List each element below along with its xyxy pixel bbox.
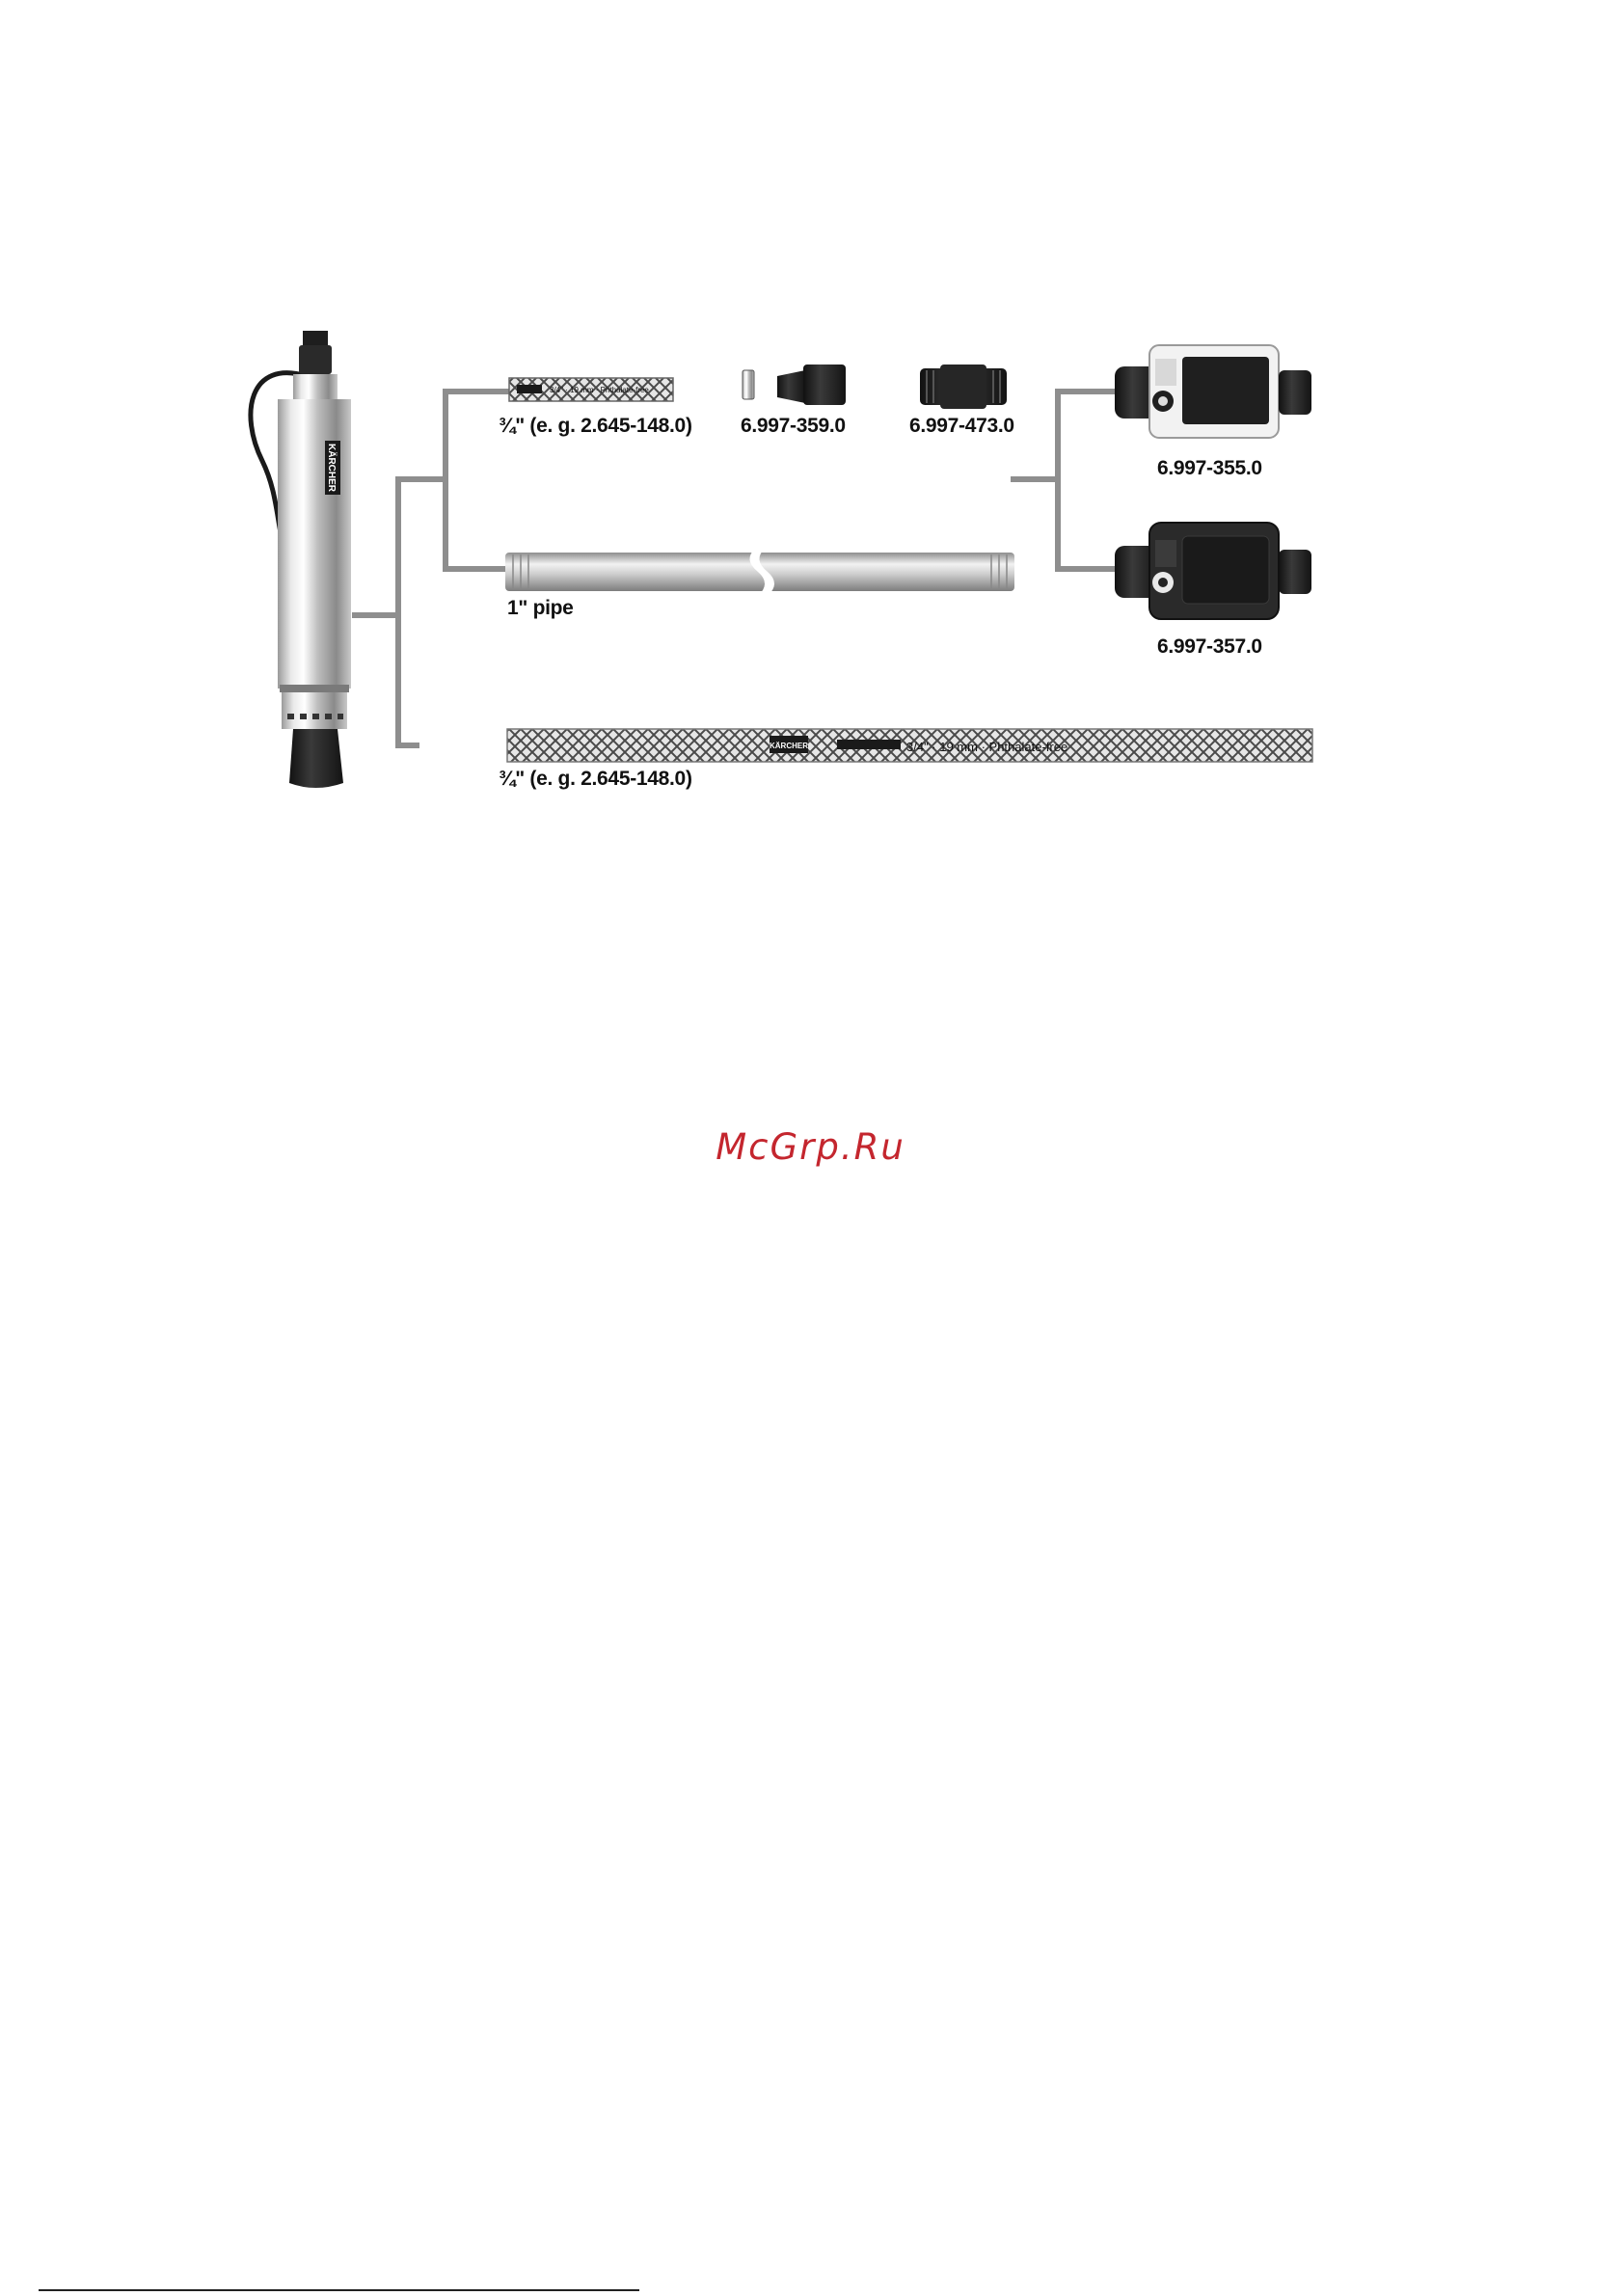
main-branch-bracket xyxy=(398,479,446,745)
controller-white-panel xyxy=(1182,357,1269,424)
adapter-set-359 xyxy=(743,365,846,405)
pump-ring xyxy=(280,685,349,692)
pump-controller-white xyxy=(1115,345,1311,438)
footer-rule xyxy=(39,2289,639,2291)
adapter-473 xyxy=(920,365,1007,409)
hose-long-brand-text: KÄRCHER xyxy=(770,742,808,750)
label-adapter-473: 6.997-473.0 xyxy=(909,415,1014,437)
pump-brand-text: KÄRCHER xyxy=(326,444,337,492)
controller-black-panel xyxy=(1182,536,1269,604)
short-garden-hose xyxy=(509,378,673,401)
small-adapter xyxy=(743,370,754,399)
watermark: McGrp.Ru xyxy=(716,1126,905,1168)
long-garden-hose xyxy=(507,729,1312,762)
pump-brand-label xyxy=(325,441,340,495)
label-hose-long: ¾" (e. g. 2.645-148.0) xyxy=(499,768,692,790)
label-pipe: 1" pipe xyxy=(507,597,574,619)
hose-nozzle-nut xyxy=(803,365,846,405)
hose-nozzle-adapter xyxy=(777,370,805,403)
one-inch-pipe xyxy=(505,548,1014,596)
label-controller-357: 6.997-357.0 xyxy=(1157,635,1262,658)
pump-foot xyxy=(289,729,343,788)
hose-long-spec-text: 3/4" · 19 mm · Phthalate-free xyxy=(906,740,1068,754)
pump-controller-black xyxy=(1115,523,1311,619)
pump-head xyxy=(293,374,338,401)
label-hose-short: ¾" (e. g. 2.645-148.0) xyxy=(499,415,692,437)
submersible-pump xyxy=(251,331,351,788)
pump-outlet-nut xyxy=(299,345,332,374)
hose-short-spec-text: 3/4" · 19 mm · Phthalate-free xyxy=(550,386,649,394)
label-adapter-359: 6.997-359.0 xyxy=(741,415,846,437)
pump-intake-section xyxy=(282,692,347,729)
label-controller-355: 6.997-355.0 xyxy=(1157,457,1262,479)
controller-bracket xyxy=(1058,392,1121,569)
